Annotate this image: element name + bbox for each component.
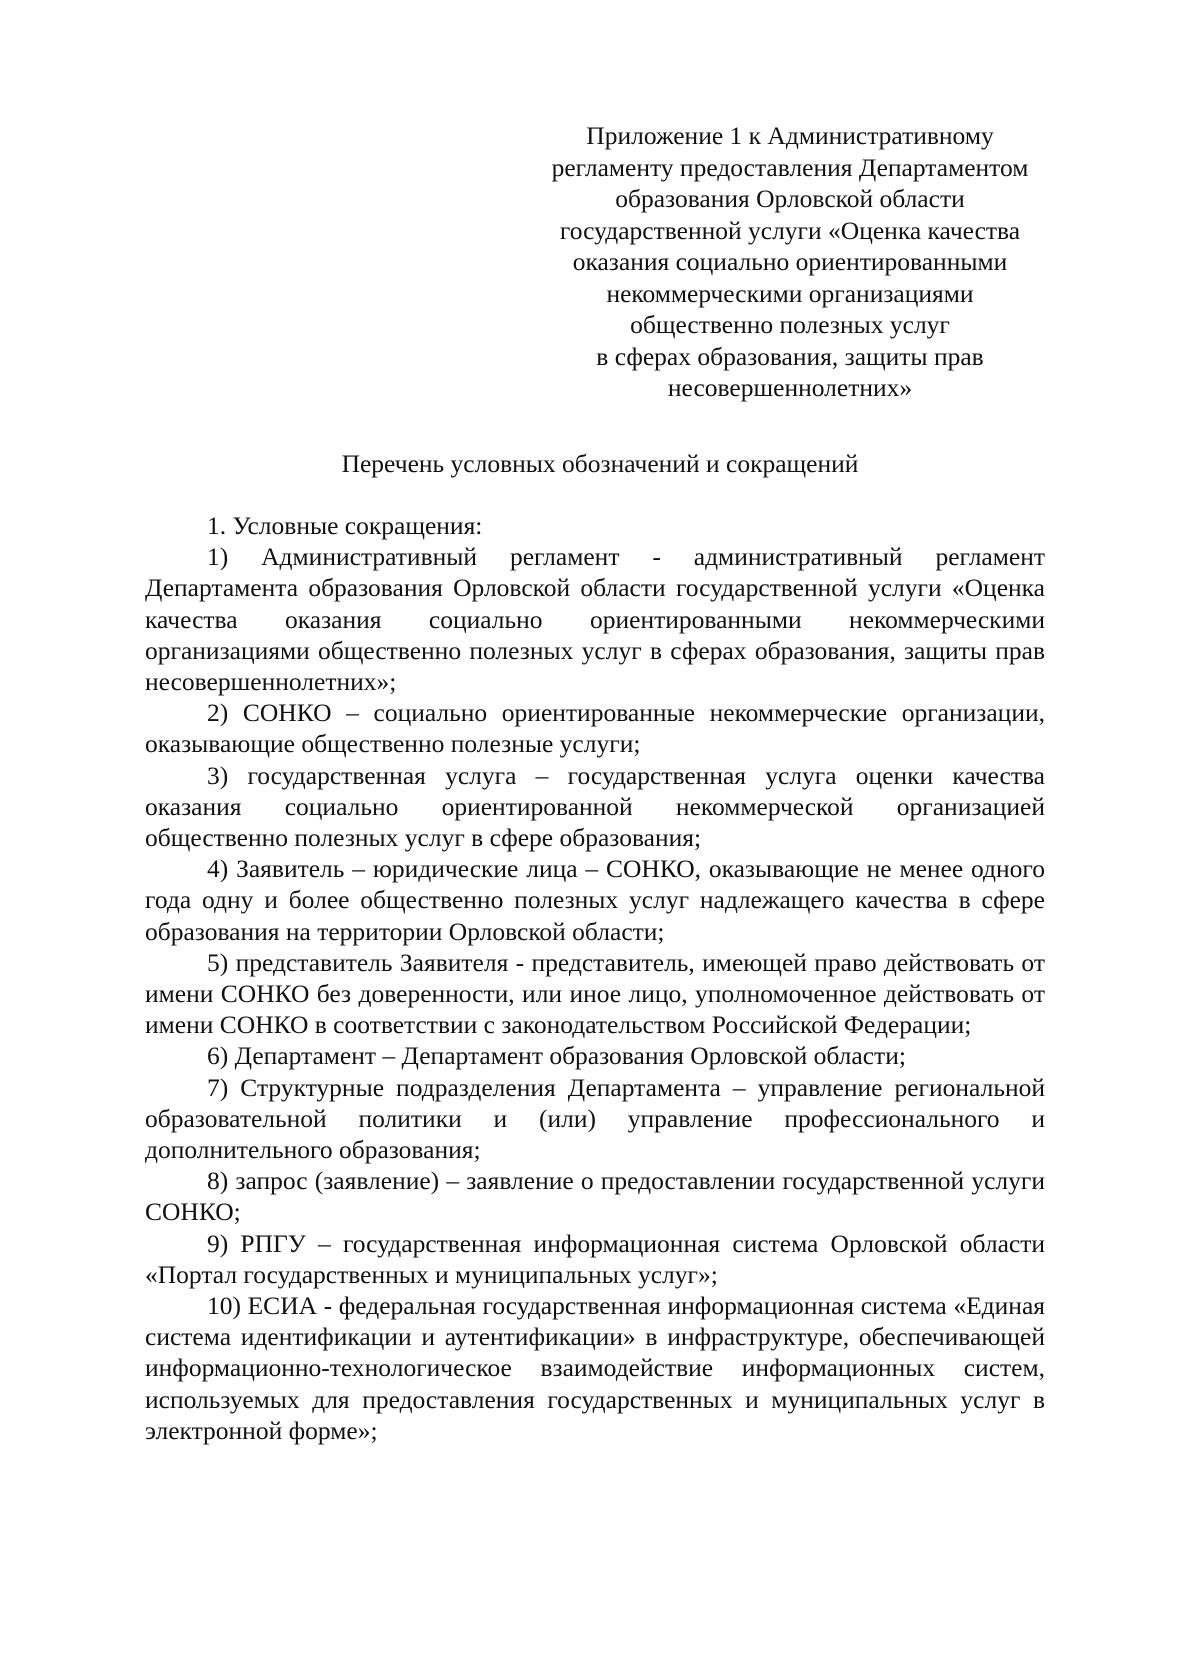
list-item: 5) представитель Заявителя - представитель, имеющей право действовать от имени СОНКО без доверенности, или иное лицо, уполномоченное действовать от имени СОНКО в соответствии с законодательством Российской Федерации;	[145, 947, 1045, 1040]
appendix-line: в сферах образования, защиты прав	[596, 341, 984, 371]
list-item: 8) запрос (заявление) – заявление о предоставлении государственной услуги СОНКО;	[145, 1166, 1045, 1227]
appendix-line: регламенту предоставления Департаментом	[551, 152, 1029, 182]
list-item: 10) ЕСИА - федеральная государственная информационная система «Единая система идентификации и аутентификации» в инфраструктуре, обеспечивающей информационно-технологическое взаимодействие информационных систем, используемых для предоставления государственных и муниципальных услуг в электронной форме»;	[145, 1291, 1045, 1445]
appendix-line: несовершеннолетних»	[667, 373, 913, 402]
appendix-line: оказания социально ориентированными	[572, 247, 1008, 276]
document-body	[145, 510, 1045, 1446]
list-item: 6) Департамент – Департамент образования Орловской области;	[207, 1041, 906, 1071]
section-heading: 1. Условные сокращения:	[207, 511, 483, 540]
list-item: 2) СОНКО – социально ориентированные некоммерческие организации, оказывающие общественно полезные услуги;	[145, 698, 1045, 759]
appendix-line: некоммерческими организациями	[606, 278, 974, 308]
appendix-line: государственной услуги «Оценка качества	[559, 215, 1021, 245]
list-item: 9) РПГУ – государственная информационная система Орловской области «Портал государственных и муниципальных услуг»;	[145, 1228, 1045, 1289]
appendix-line: Приложение 1 к Административному	[586, 121, 994, 150]
appendix-header	[530, 120, 1050, 404]
list-item: 7) Структурные подразделения Департамента – управление региональной образовательной политики и (или) управление профессионального и дополнительного образования;	[145, 1072, 1045, 1165]
appendix-line: общественно полезных услуг	[630, 310, 950, 339]
document-title: Перечень условных обозначений и сокращений	[341, 449, 859, 478]
list-item: 4) Заявитель – юридические лица – СОНКО, оказывающие не менее одного года одну и более общественно полезных услуг надлежащего качества в сфере образования на территории Орловской области;	[145, 854, 1045, 946]
list-item: 3) государственная услуга – государственная услуга оценки качества оказания социально ориентированной некоммерческой организацией общественно полезных услуг в сфере образования;	[145, 760, 1045, 853]
appendix-line: образования Орловской области	[615, 184, 965, 213]
list-item: 1) Административный регламент - административный регламент Департамента образования Орловской области государственной услуги «Оценка качества оказания социально ориентированными некоммерческими организациями общественно полезных услуг в сферах образования, защиты прав несовершеннолетних»;	[145, 542, 1045, 697]
